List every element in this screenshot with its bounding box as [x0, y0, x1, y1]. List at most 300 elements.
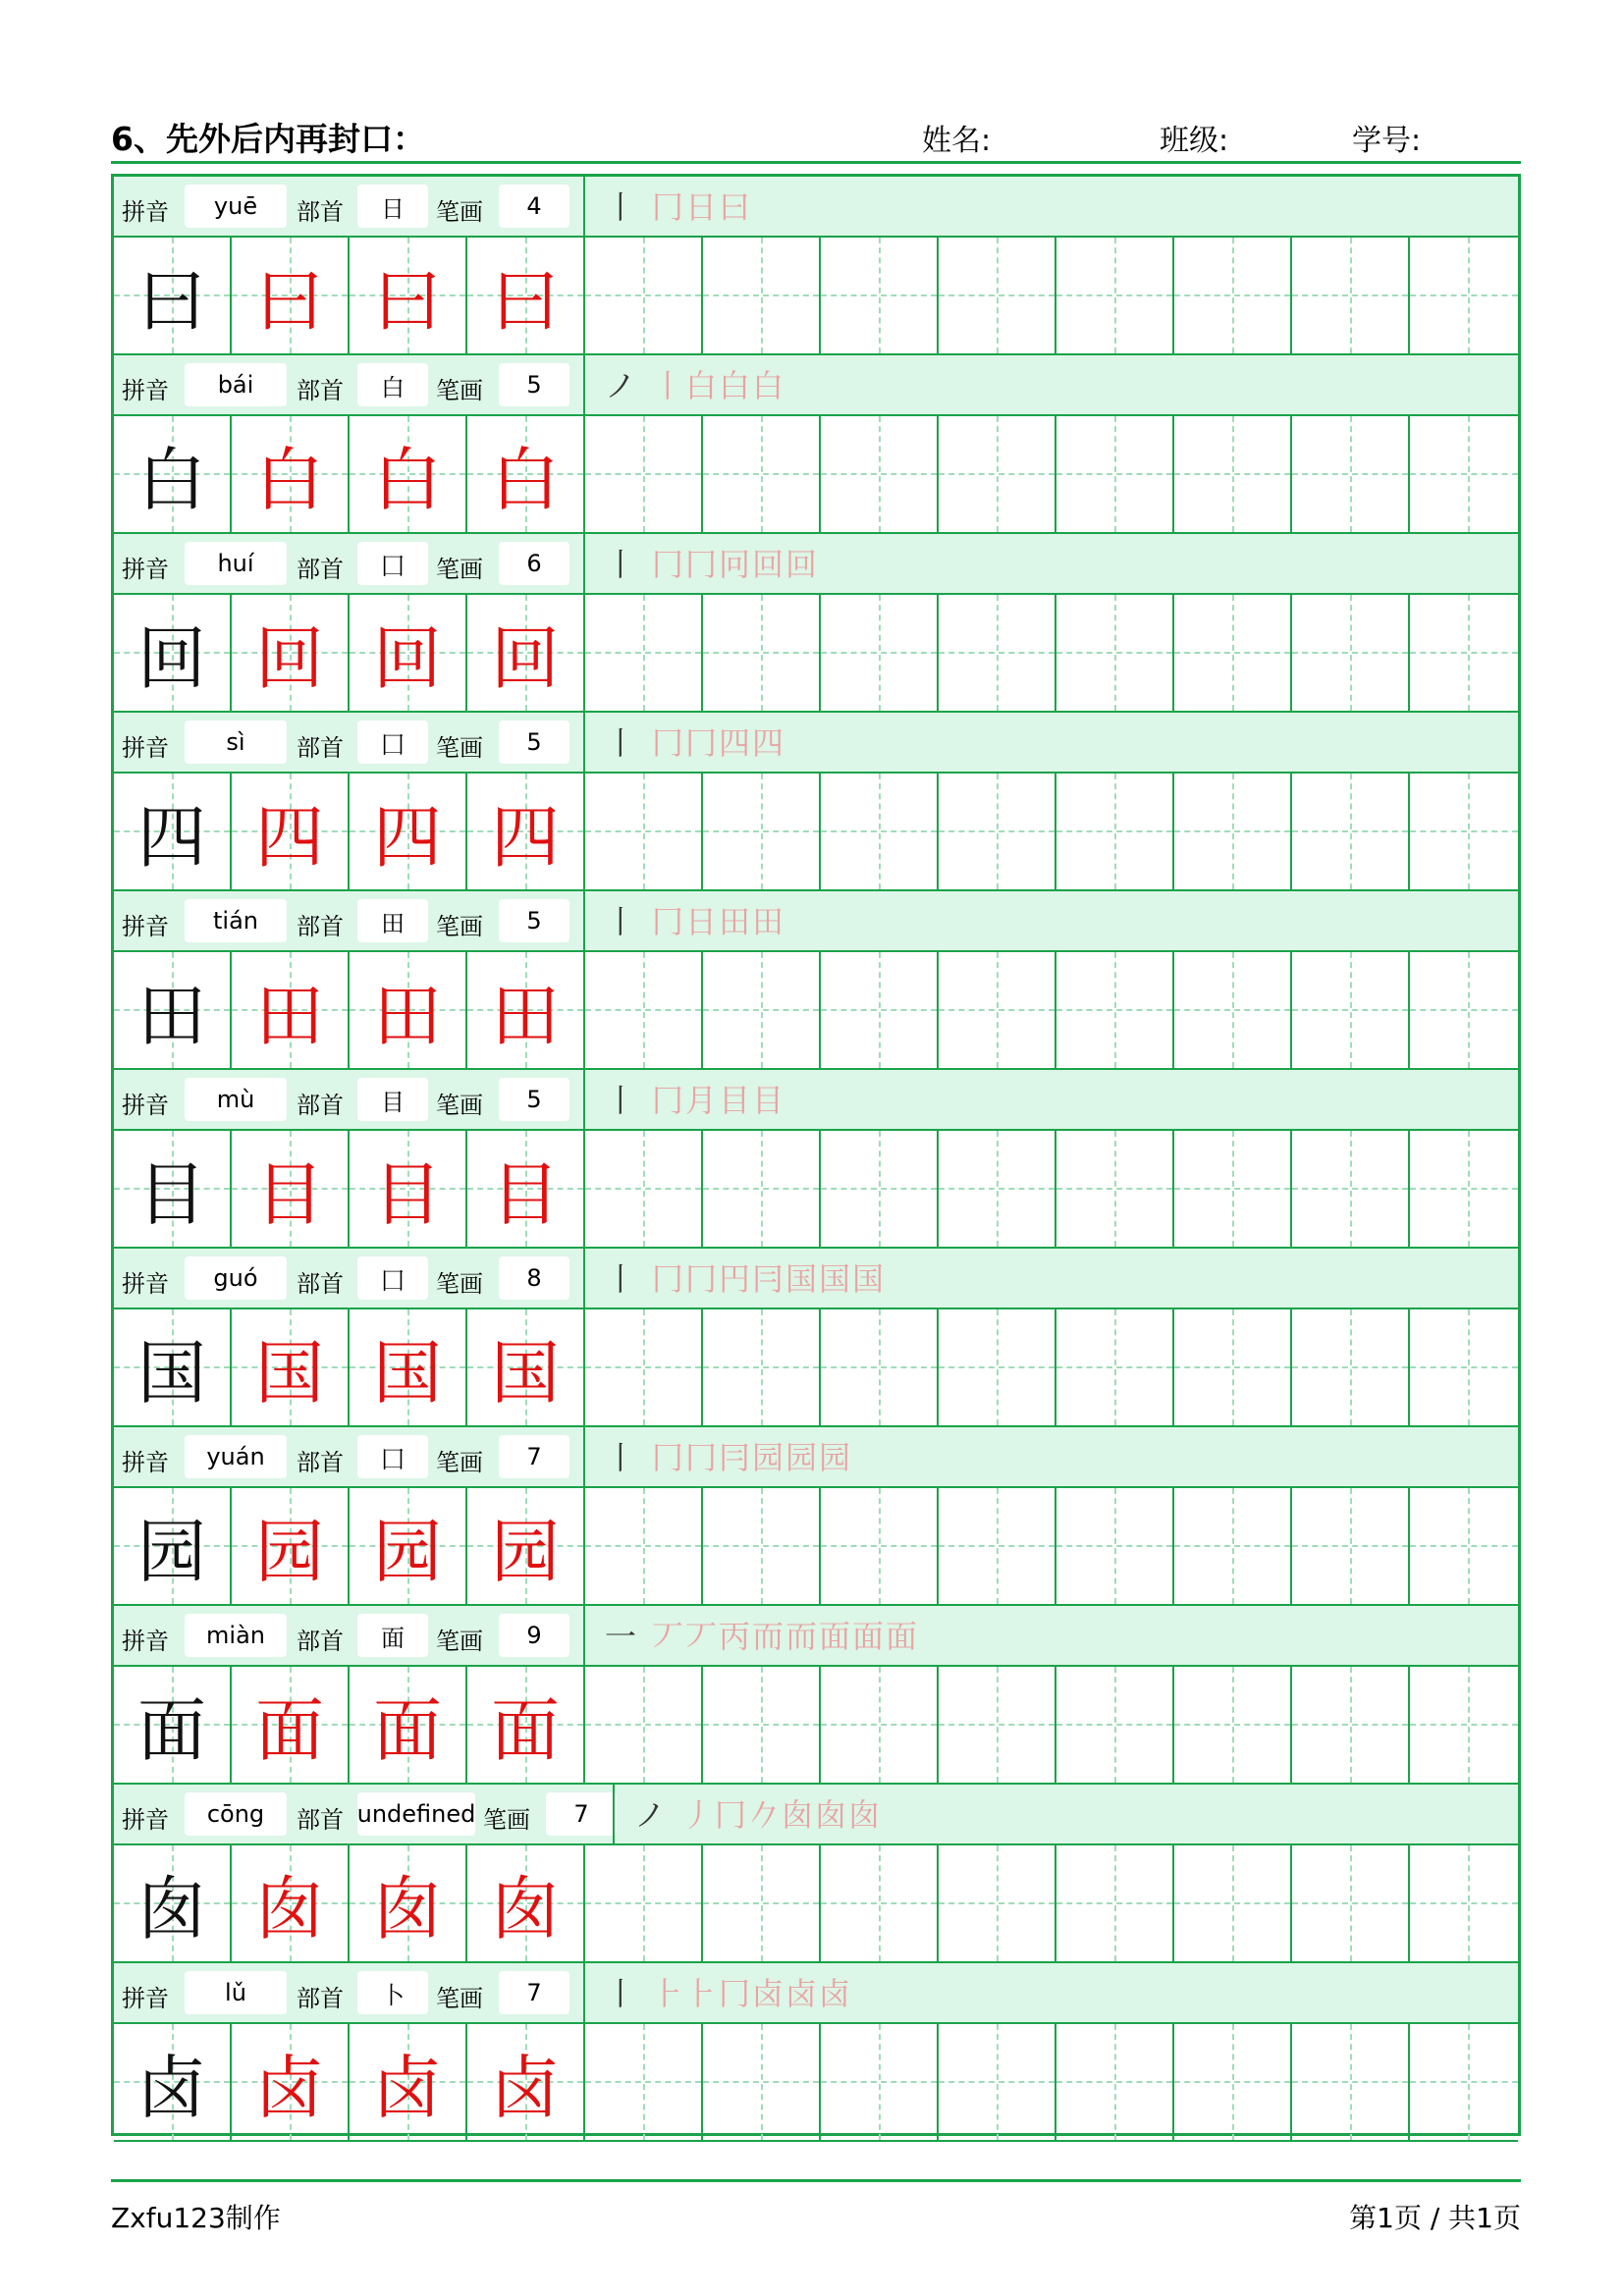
- blank-practice-cell[interactable]: [939, 952, 1056, 1068]
- trace-character: 囱: [491, 1868, 560, 1949]
- blank-practice-cell[interactable]: [821, 2024, 939, 2140]
- pinyin-value: bái: [185, 363, 287, 406]
- model-cell: [114, 595, 232, 711]
- pinyin-label: 拼音: [122, 377, 169, 404]
- trace-character: 曰: [491, 260, 560, 342]
- blank-practice-cell[interactable]: [821, 952, 939, 1068]
- stroke-count-value: 6: [499, 542, 569, 585]
- trace-character: 曰: [255, 260, 324, 342]
- worksheet-header: [111, 108, 1521, 163]
- trace-character: 卤: [373, 2047, 442, 2128]
- radical-label: 部首: [297, 556, 344, 583]
- trace-cell: [232, 774, 350, 889]
- radical-label: 部首: [297, 377, 344, 404]
- blank-practice-cell[interactable]: [703, 1131, 821, 1247]
- trace-character: 田: [255, 975, 324, 1056]
- blank-practice-cell[interactable]: [939, 1131, 1056, 1247]
- trace-character: 面: [255, 1689, 324, 1771]
- radical-value: 目: [357, 1078, 428, 1121]
- model-cell: [114, 1131, 232, 1247]
- stroke-count-value: 9: [499, 1614, 569, 1657]
- model-cell: [114, 1667, 232, 1783]
- blank-practice-cell[interactable]: [585, 1131, 703, 1247]
- trace-character: 国: [491, 1332, 560, 1414]
- stroke-count-value: 4: [499, 185, 569, 228]
- stroke-count-value: 7: [499, 1971, 569, 2014]
- stroke-count-label: 笔画: [483, 1806, 530, 1834]
- trace-cell: [467, 774, 585, 889]
- pinyin-value: huí: [185, 542, 287, 585]
- model-cell: [114, 774, 232, 889]
- blank-practice-cell[interactable]: [1292, 1845, 1410, 1961]
- trace-cell: [350, 595, 467, 711]
- char-info-row: [114, 713, 1518, 774]
- char-info-row: [114, 534, 1518, 595]
- stroke-count-label: 笔画: [436, 1270, 483, 1298]
- stroke-order-sequence: [605, 1433, 852, 1480]
- blank-practice-cell[interactable]: [939, 1845, 1056, 1961]
- pinyin-label: 拼音: [122, 1628, 169, 1655]
- trace-character: 目: [373, 1153, 442, 1235]
- char-info-row: [114, 891, 1518, 952]
- practice-row: [114, 774, 1518, 891]
- stroke-order-steps: 冂日曰: [652, 188, 753, 226]
- blank-practice-cell[interactable]: [1174, 1845, 1292, 1961]
- blank-practice-cell[interactable]: [939, 1309, 1056, 1425]
- info-divider: [583, 713, 585, 772]
- practice-row: [114, 1309, 1518, 1427]
- radical-label: 部首: [297, 1092, 344, 1119]
- model-character: 田: [137, 975, 206, 1056]
- radical-label: 部首: [297, 1270, 344, 1298]
- blank-practice-cell[interactable]: [1056, 1131, 1174, 1247]
- char-info-row: [114, 1070, 1518, 1131]
- first-stroke: 丨: [605, 724, 639, 762]
- blank-practice-cell[interactable]: [1410, 774, 1518, 889]
- blank-practice-cell[interactable]: [1056, 1309, 1174, 1425]
- blank-practice-cell[interactable]: [585, 1845, 703, 1961]
- stroke-order-sequence: [605, 719, 785, 766]
- stroke-order-steps: 冂月目目: [652, 1082, 786, 1119]
- model-cell: [114, 1309, 232, 1425]
- trace-cell: [232, 238, 350, 353]
- blank-practice-cell[interactable]: [821, 774, 939, 889]
- stroke-count-label: 笔画: [436, 1449, 483, 1476]
- blank-practice-cell[interactable]: [939, 1667, 1056, 1783]
- pinyin-value: guó: [185, 1256, 287, 1300]
- radical-label: 部首: [297, 1628, 344, 1655]
- pinyin-value: lǔ: [185, 1971, 287, 2014]
- blank-practice-cell[interactable]: [585, 1667, 703, 1783]
- blank-practice-cell[interactable]: [1174, 2024, 1292, 2140]
- trace-character: 田: [491, 975, 560, 1056]
- stroke-order-steps: 丿冂𠂊囱囱囱: [681, 1796, 883, 1834]
- blank-practice-cell[interactable]: [1292, 238, 1410, 353]
- blank-practice-cell[interactable]: [1410, 1309, 1518, 1425]
- blank-practice-cell[interactable]: [703, 238, 821, 353]
- blank-practice-cell[interactable]: [939, 595, 1056, 711]
- trace-character: 囱: [373, 1868, 442, 1949]
- blank-practice-cell[interactable]: [703, 2024, 821, 2140]
- trace-cell: [350, 1488, 467, 1604]
- blank-practice-cell[interactable]: [1056, 416, 1174, 532]
- blank-practice-cell[interactable]: [585, 595, 703, 711]
- trace-cell: [467, 2024, 585, 2140]
- blank-practice-cell[interactable]: [1174, 774, 1292, 889]
- trace-cell: [232, 1488, 350, 1604]
- trace-character: 目: [255, 1153, 324, 1235]
- radical-label: 部首: [297, 1985, 344, 2012]
- stroke-order-sequence: [605, 540, 819, 587]
- stroke-order-steps: 冂冂冃园园园: [652, 1439, 853, 1476]
- blank-practice-cell[interactable]: [703, 1845, 821, 1961]
- blank-practice-cell[interactable]: [939, 416, 1056, 532]
- blank-practice-cell[interactable]: [1410, 1667, 1518, 1783]
- info-divider: [583, 891, 585, 950]
- stroke-count-label: 笔画: [436, 377, 483, 404]
- trace-character: 卤: [491, 2047, 560, 2128]
- blank-practice-cell[interactable]: [1410, 238, 1518, 353]
- blank-practice-cell[interactable]: [1292, 1131, 1410, 1247]
- blank-practice-cell[interactable]: [939, 1488, 1056, 1604]
- trace-cell: [232, 2024, 350, 2140]
- trace-character: 面: [491, 1689, 560, 1771]
- stroke-order-sequence: [634, 1790, 882, 1838]
- practice-row: [114, 238, 1518, 355]
- blank-practice-cell[interactable]: [703, 952, 821, 1068]
- pinyin-label: 拼音: [122, 198, 169, 226]
- pinyin-label: 拼音: [122, 1270, 169, 1298]
- stroke-count-label: 笔画: [436, 913, 483, 940]
- blank-practice-cell[interactable]: [821, 1845, 939, 1961]
- blank-practice-cell[interactable]: [1292, 2024, 1410, 2140]
- trace-cell: [350, 1131, 467, 1247]
- blank-practice-cell[interactable]: [703, 774, 821, 889]
- info-divider: [583, 1249, 585, 1308]
- stroke-order-sequence: [605, 1255, 886, 1302]
- pinyin-label: 拼音: [122, 1985, 169, 2012]
- model-character: 白: [137, 439, 206, 520]
- trace-character: 四: [255, 796, 324, 878]
- model-cell: [114, 1488, 232, 1604]
- first-stroke: 丨: [605, 1439, 639, 1476]
- char-info-row: [114, 177, 1518, 238]
- blank-practice-cell[interactable]: [1174, 1309, 1292, 1425]
- first-stroke: ノ: [605, 367, 639, 404]
- model-character: 目: [137, 1153, 206, 1235]
- pinyin-label: 拼音: [122, 1806, 169, 1834]
- model-cell: [114, 952, 232, 1068]
- model-character: 面: [137, 1689, 206, 1771]
- first-stroke: 丨: [605, 1975, 639, 2012]
- info-divider: [583, 534, 585, 593]
- practice-row: [114, 1845, 1518, 1963]
- pinyin-value: sì: [185, 721, 287, 764]
- blank-practice-cell[interactable]: [821, 595, 939, 711]
- blank-practice-cell[interactable]: [1056, 1488, 1174, 1604]
- stroke-count-value: 5: [499, 721, 569, 764]
- page-title: 6、先外后内再封口：: [111, 120, 425, 158]
- stroke-count-value: 5: [499, 899, 569, 942]
- blank-practice-cell[interactable]: [1292, 1309, 1410, 1425]
- first-stroke: 丨: [605, 1082, 639, 1119]
- blank-practice-cell[interactable]: [1056, 2024, 1174, 2140]
- char-info-row: [114, 1427, 1518, 1488]
- radical-label: 部首: [297, 1806, 344, 1834]
- trace-cell: [232, 1667, 350, 1783]
- radical-value: 日: [357, 185, 428, 228]
- info-divider: [583, 1606, 585, 1665]
- blank-practice-cell[interactable]: [1056, 1667, 1174, 1783]
- model-cell: [114, 2024, 232, 2140]
- info-divider: [583, 1070, 585, 1129]
- trace-cell: [350, 238, 467, 353]
- trace-character: 国: [255, 1332, 324, 1414]
- trace-cell: [350, 1309, 467, 1425]
- stroke-order-sequence: [605, 897, 785, 944]
- radical-value: 囗: [357, 1435, 428, 1478]
- blank-practice-cell[interactable]: [821, 238, 939, 353]
- stroke-order-sequence: [605, 183, 752, 230]
- radical-value: undefined: [357, 1792, 475, 1836]
- trace-character: 白: [373, 439, 442, 520]
- first-stroke: 丨: [605, 546, 639, 583]
- trace-cell: [467, 416, 585, 532]
- info-divider: [583, 1963, 585, 2022]
- trace-character: 回: [491, 617, 560, 699]
- blank-practice-cell[interactable]: [1410, 595, 1518, 711]
- blank-practice-cell[interactable]: [1174, 1667, 1292, 1783]
- radical-value: 囗: [357, 542, 428, 585]
- radical-label: 部首: [297, 913, 344, 940]
- pinyin-value: mù: [185, 1078, 287, 1121]
- trace-cell: [350, 1845, 467, 1961]
- trace-character: 园: [255, 1511, 324, 1592]
- blank-practice-cell[interactable]: [1056, 774, 1174, 889]
- stroke-count-label: 笔画: [436, 556, 483, 583]
- stroke-count-label: 笔画: [436, 1092, 483, 1119]
- model-cell: [114, 1845, 232, 1961]
- blank-practice-cell[interactable]: [585, 1488, 703, 1604]
- blank-practice-cell[interactable]: [703, 595, 821, 711]
- info-divider: [583, 1427, 585, 1486]
- trace-cell: [232, 1131, 350, 1247]
- radical-value: 田: [357, 899, 428, 942]
- model-character: 国: [137, 1332, 206, 1414]
- stroke-count-value: 8: [499, 1256, 569, 1300]
- blank-practice-cell[interactable]: [1174, 238, 1292, 353]
- blank-practice-cell[interactable]: [939, 2024, 1056, 2140]
- pinyin-value: miàn: [185, 1614, 287, 1657]
- trace-character: 园: [491, 1511, 560, 1592]
- char-info-row: [114, 355, 1518, 416]
- radical-label: 部首: [297, 198, 344, 226]
- name-label: 姓名:: [922, 124, 992, 158]
- radical-label: 部首: [297, 1449, 344, 1476]
- practice-row: [114, 952, 1518, 1070]
- footer-maker: Zxfu123制作: [111, 2202, 281, 2234]
- trace-cell: [467, 952, 585, 1068]
- stroke-order-sequence: [605, 361, 785, 408]
- model-character: 囱: [137, 1868, 206, 1949]
- stroke-order-sequence: [605, 1969, 852, 2016]
- blank-practice-cell[interactable]: [703, 1309, 821, 1425]
- trace-cell: [467, 595, 585, 711]
- trace-character: 田: [373, 975, 442, 1056]
- blank-practice-cell[interactable]: [939, 238, 1056, 353]
- trace-character: 白: [491, 439, 560, 520]
- blank-practice-cell[interactable]: [1056, 595, 1174, 711]
- radical-value: 白: [357, 363, 428, 406]
- trace-cell: [467, 1845, 585, 1961]
- trace-cell: [350, 1667, 467, 1783]
- practice-row: [114, 1131, 1518, 1249]
- pinyin-label: 拼音: [122, 1092, 169, 1119]
- blank-practice-cell[interactable]: [1292, 774, 1410, 889]
- stroke-count-label: 笔画: [436, 198, 483, 226]
- student-number-label: 学号:: [1352, 124, 1422, 158]
- stroke-order-steps: 丆丆丙而而面面面: [652, 1618, 920, 1655]
- blank-practice-cell[interactable]: [1410, 952, 1518, 1068]
- stroke-count-value: 5: [499, 363, 569, 406]
- practice-row: [114, 595, 1518, 713]
- trace-character: 园: [373, 1511, 442, 1592]
- trace-cell: [232, 1845, 350, 1961]
- blank-practice-cell[interactable]: [1174, 1488, 1292, 1604]
- trace-character: 回: [255, 617, 324, 699]
- trace-character: 面: [373, 1689, 442, 1771]
- stroke-count-label: 笔画: [436, 1628, 483, 1655]
- stroke-order-steps: ⺊⺊冂卤卤卤: [652, 1975, 853, 2012]
- blank-practice-cell[interactable]: [1174, 416, 1292, 532]
- char-info-row: [114, 1963, 1518, 2024]
- blank-practice-cell[interactable]: [1174, 595, 1292, 711]
- footer-divider: [111, 2179, 1521, 2182]
- trace-cell: [232, 416, 350, 532]
- first-stroke: 丨: [605, 188, 639, 226]
- blank-practice-cell[interactable]: [1174, 1131, 1292, 1247]
- blank-practice-cell[interactable]: [1174, 952, 1292, 1068]
- trace-character: 目: [491, 1153, 560, 1235]
- first-stroke: ノ: [634, 1796, 669, 1834]
- blank-practice-cell[interactable]: [821, 1131, 939, 1247]
- trace-cell: [350, 2024, 467, 2140]
- blank-practice-cell[interactable]: [1292, 1488, 1410, 1604]
- info-divider: [583, 355, 585, 414]
- blank-practice-cell[interactable]: [1410, 416, 1518, 532]
- char-info-row: [114, 1785, 1518, 1845]
- radical-value: 面: [357, 1614, 428, 1657]
- trace-character: 白: [255, 439, 324, 520]
- info-divider: [613, 1785, 615, 1843]
- model-cell: [114, 238, 232, 353]
- model-cell: [114, 416, 232, 532]
- trace-character: 四: [491, 796, 560, 878]
- trace-cell: [467, 1131, 585, 1247]
- trace-character: 回: [373, 617, 442, 699]
- blank-practice-cell[interactable]: [1292, 416, 1410, 532]
- char-info-row: [114, 1606, 1518, 1667]
- blank-practice-cell[interactable]: [1292, 952, 1410, 1068]
- trace-cell: [232, 1309, 350, 1425]
- trace-cell: [467, 1667, 585, 1783]
- stroke-order-steps: 冂冂円冃国国国: [652, 1260, 887, 1298]
- model-character: 卤: [137, 2047, 206, 2128]
- trace-cell: [350, 952, 467, 1068]
- model-character: 四: [137, 796, 206, 878]
- footer-page-number: 第1页 / 共1页: [1349, 2202, 1521, 2234]
- blank-practice-cell[interactable]: [1292, 595, 1410, 711]
- blank-practice-cell[interactable]: [703, 416, 821, 532]
- practice-row: [114, 1488, 1518, 1606]
- blank-practice-cell[interactable]: [1410, 2024, 1518, 2140]
- trace-cell: [467, 1309, 585, 1425]
- char-info-row: [114, 1249, 1518, 1309]
- radical-value: 卜: [357, 1971, 428, 2014]
- blank-practice-cell[interactable]: [585, 1309, 703, 1425]
- blank-practice-cell[interactable]: [821, 416, 939, 532]
- practice-row: [114, 1667, 1518, 1785]
- blank-practice-cell[interactable]: [1410, 1488, 1518, 1604]
- blank-practice-cell[interactable]: [1056, 1845, 1174, 1961]
- blank-practice-cell[interactable]: [585, 952, 703, 1068]
- radical-value: 囗: [357, 1256, 428, 1300]
- stroke-order-steps: 冂日田田: [652, 903, 786, 940]
- first-stroke: 一: [605, 1618, 639, 1655]
- blank-practice-cell[interactable]: [585, 2024, 703, 2140]
- first-stroke: 丨: [605, 1260, 639, 1298]
- blank-practice-cell[interactable]: [1292, 1667, 1410, 1783]
- blank-practice-cell[interactable]: [821, 1667, 939, 1783]
- pinyin-label: 拼音: [122, 734, 169, 762]
- class-label: 班级:: [1160, 124, 1229, 158]
- blank-practice-cell[interactable]: [1056, 952, 1174, 1068]
- blank-practice-cell[interactable]: [1056, 238, 1174, 353]
- pinyin-label: 拼音: [122, 556, 169, 583]
- trace-character: 囱: [255, 1868, 324, 1949]
- blank-practice-cell[interactable]: [1410, 1131, 1518, 1247]
- practice-row: [114, 2024, 1518, 2142]
- pinyin-value: yuē: [185, 185, 287, 228]
- trace-character: 国: [373, 1332, 442, 1414]
- pinyin-label: 拼音: [122, 913, 169, 940]
- header-divider: [111, 161, 1521, 164]
- blank-practice-cell[interactable]: [939, 774, 1056, 889]
- blank-practice-cell[interactable]: [703, 1667, 821, 1783]
- blank-practice-cell[interactable]: [585, 774, 703, 889]
- model-character: 园: [137, 1511, 206, 1592]
- pinyin-value: tián: [185, 899, 287, 942]
- first-stroke: 丨: [605, 903, 639, 940]
- stroke-count-value: 5: [499, 1078, 569, 1121]
- blank-practice-cell[interactable]: [821, 1488, 939, 1604]
- trace-character: 卤: [255, 2047, 324, 2128]
- info-divider: [583, 177, 585, 236]
- blank-practice-cell[interactable]: [1410, 1845, 1518, 1961]
- blank-practice-cell[interactable]: [703, 1488, 821, 1604]
- practice-grid: [111, 174, 1521, 2136]
- blank-practice-cell[interactable]: [821, 1309, 939, 1425]
- blank-practice-cell[interactable]: [585, 416, 703, 532]
- trace-cell: [350, 416, 467, 532]
- stroke-order-sequence: [605, 1076, 785, 1123]
- trace-cell: [350, 774, 467, 889]
- stroke-count-value: 7: [546, 1792, 617, 1836]
- trace-cell: [467, 238, 585, 353]
- blank-practice-cell[interactable]: [585, 238, 703, 353]
- radical-value: 囗: [357, 721, 428, 764]
- trace-cell: [232, 952, 350, 1068]
